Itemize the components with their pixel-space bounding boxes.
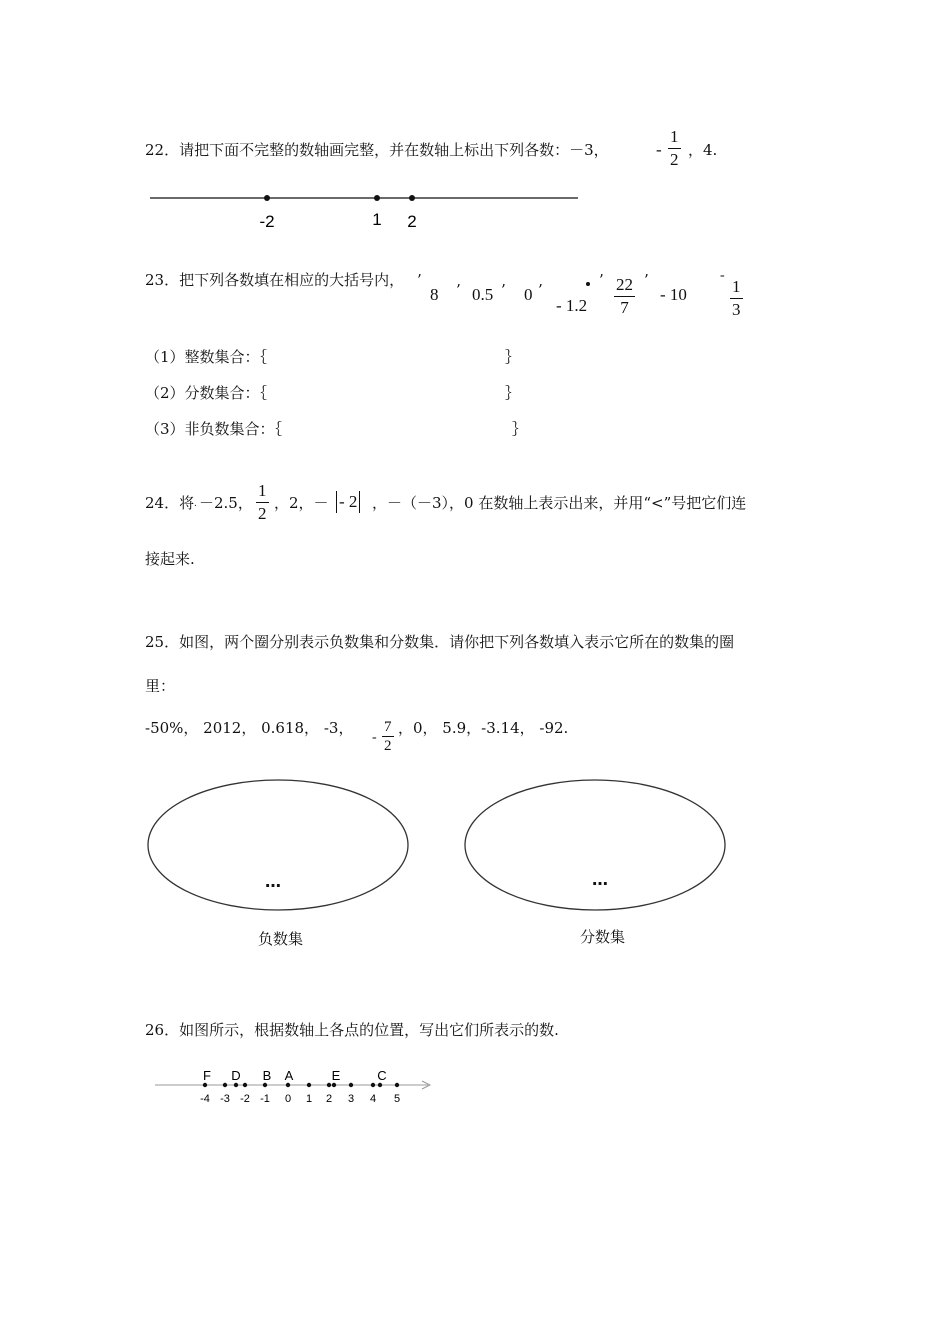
q23-set-label: （1）整数集合：｛ <box>145 348 268 366</box>
q26-tick-dot <box>327 1083 331 1087</box>
q26-point-letter: C <box>377 1068 387 1083</box>
q22-frac-sign: - <box>656 140 662 159</box>
q25-fraction <box>382 718 394 755</box>
q23-set-label: （3）非负数集合：｛ <box>145 420 283 438</box>
q23-frac-den: 7 <box>620 298 629 317</box>
q22-text-after: ，4. <box>688 141 718 159</box>
q24-fraction <box>256 480 269 525</box>
q25-frac-num: 7 <box>384 719 392 735</box>
q26-tick-label: 0 <box>284 1093 292 1105</box>
negative-set-label: 负数集 <box>258 930 304 948</box>
q22-number-line <box>140 185 590 235</box>
q24-text: 24．将 <box>145 494 195 512</box>
q23-comma: ’ <box>501 281 506 299</box>
q26-tick-dot <box>263 1083 267 1087</box>
q26-point-dot <box>234 1083 238 1087</box>
negative-set-ellipsis: … <box>265 872 281 891</box>
q24-abs-value: - 2 <box>336 491 360 513</box>
q25-set-diagram <box>140 775 740 955</box>
fraction-set-label: 分数集 <box>580 928 626 946</box>
q24-text-a: －2.5， <box>199 494 253 512</box>
q24-frac-den: 2 <box>258 504 267 523</box>
q24-text-c: ，－（－3），0 在数轴上表示出来，并用“<”号把它们连 <box>372 494 747 512</box>
q26-tick-label: -1 <box>260 1093 270 1105</box>
q26-point-letter: B <box>262 1068 272 1083</box>
q26-tick-label: 4 <box>369 1093 377 1105</box>
q24-dot: . <box>194 499 197 509</box>
q26-tick-dot <box>286 1083 290 1087</box>
q26-text: 26．如图所示，根据数轴上各点的位置，写出它们所表示的数. <box>145 1021 559 1039</box>
q23-frac-num: 22 <box>614 274 635 297</box>
q26-tick-label: -3 <box>220 1093 230 1105</box>
q23-number: - 1.2 <box>556 296 588 315</box>
q26-point-letter: A <box>284 1068 294 1083</box>
q24-line2: 接起来. <box>145 550 195 568</box>
q23-repeat-dot <box>586 282 590 286</box>
q25-line1: 25．如图，两个圈分别表示负数集和分数集．请你把下列各数填入表示它所在的数集的圈 <box>145 633 735 651</box>
q26-tick-label: -2 <box>240 1093 250 1105</box>
q22-axis-label: 1 <box>372 210 382 229</box>
q26-point-dot <box>378 1083 382 1087</box>
q23-number: - 10 <box>660 285 687 304</box>
q23-comma: ’ <box>599 271 604 289</box>
q24-frac-num: 1 <box>256 480 269 503</box>
fraction-set-circle <box>465 780 725 910</box>
q23-neg-frac-den: 3 <box>732 300 741 319</box>
q23-fraction <box>614 274 635 319</box>
q23-comma: ’ <box>456 281 461 299</box>
q22-point <box>374 195 380 201</box>
q22-axis-label: 2 <box>407 212 417 231</box>
q25-line2: 里： <box>145 677 176 695</box>
q23-set-label: （2）分数集合：｛ <box>145 384 268 402</box>
q25-numbers: -50%， 2012， 0.618， -3， <box>145 719 354 737</box>
q26-tick-dot <box>223 1083 227 1087</box>
q26-point-dot <box>332 1083 336 1087</box>
q23-number: 0 <box>524 285 533 304</box>
q26-tick-label: 2 <box>325 1093 333 1105</box>
q24-text-b: ，2，－ <box>274 494 329 512</box>
q22-frac-num: 1 <box>668 126 681 149</box>
q26-tick-dot <box>243 1083 247 1087</box>
q26-tick-label: 5 <box>393 1093 401 1105</box>
q23-number: 0.5 <box>472 285 494 304</box>
q23-comma: ’ <box>417 271 422 289</box>
q26-tick-dot <box>395 1083 399 1087</box>
q26-point-letter: D <box>231 1068 241 1083</box>
q23-number: 8 <box>430 285 439 304</box>
q23-comma: ’ <box>538 281 543 299</box>
q22-text: 22．请把下面不完整的数轴画完整，并在数轴上标出下列各数：－3， <box>145 141 609 159</box>
q23-set-close: ｝ <box>505 348 521 366</box>
q22-point <box>264 195 270 201</box>
q26-point-letter: E <box>331 1068 341 1083</box>
q26-point-letter: F <box>203 1068 211 1083</box>
q22-frac-den: 2 <box>670 150 679 169</box>
q23-neg-sign: - <box>720 268 725 283</box>
q26-tick-dot <box>371 1083 375 1087</box>
q25-numbers-after: ，0， 5.9，-3.14， -92. <box>398 719 569 737</box>
q22-axis-label: -2 <box>259 212 275 231</box>
q23-set-close: ｝ <box>512 420 528 438</box>
q26-tick-label: 3 <box>347 1093 355 1105</box>
q26-number-line <box>150 1062 450 1110</box>
q26-tick-dot <box>203 1083 207 1087</box>
q26-tick-label: 1 <box>305 1093 313 1105</box>
q25-frac-den: 2 <box>384 738 392 754</box>
q26-tick-dot <box>349 1083 353 1087</box>
q25-frac-sign: - <box>372 730 377 745</box>
q23-neg-fraction <box>730 276 743 321</box>
q26-tick-label: -4 <box>200 1093 210 1105</box>
fraction-set-ellipsis: … <box>592 870 608 889</box>
q22-point <box>409 195 415 201</box>
q26-tick-dot <box>307 1083 311 1087</box>
q23-text: 23．把下列各数填在相应的大括号内， <box>145 271 405 289</box>
q23-comma: ’ <box>644 271 649 289</box>
q23-neg-frac-num: 1 <box>730 276 743 299</box>
q22-fraction <box>668 126 681 171</box>
q23-set-close: ｝ <box>505 384 521 402</box>
